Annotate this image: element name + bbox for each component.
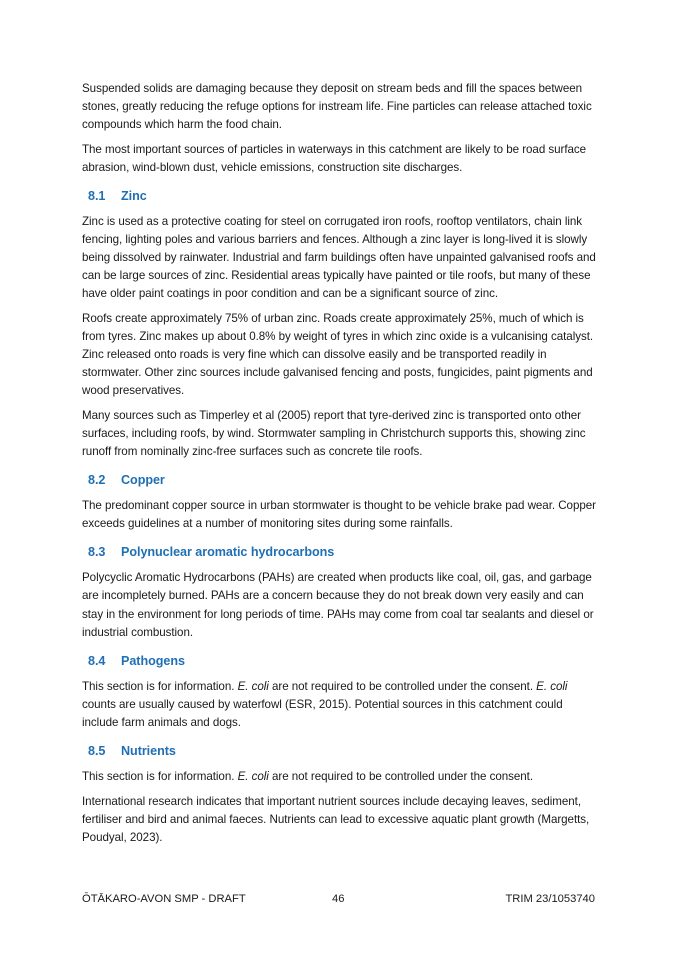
section-heading-copper bbox=[88, 471, 597, 489]
zinc-paragraph-1: Zinc is used as a protective coating for steel on corrugated iron roofs, rooftop ventilators, chain link fencing, lighting poles and various barriers and fences. Although a zinc layer is long-lived it is slowly being dissolved by rainwater. Industrial and farm buildings often have unpainted galvanised roofs and can be large sources of zinc. Residential areas typically have painted or tile roofs, but many of these have older paint coatings in poor condition and can be a significant source of zinc. bbox=[82, 214, 596, 301]
italic-term: E. coli bbox=[237, 770, 269, 784]
section-heading-zinc bbox=[88, 187, 597, 205]
copper-paragraph-1: The predominant copper source in urban stormwater is thought to be vehicle brake pad wear. Copper exceeds guidelines at a number of monitoring sites during some rainfalls. bbox=[82, 499, 596, 531]
pathogens-paragraph-1 bbox=[82, 678, 597, 732]
intro-paragraph-2: The most important sources of particles in waterways in this catchment are likely to be road surface abrasion, wind-blown dust, vehicle emissions, construction site discharges. bbox=[82, 142, 587, 174]
footer-page-number: 46 bbox=[332, 893, 345, 905]
intro-paragraph-1: Suspended solids are damaging because they deposit on stream beds and fill the spaces between stones, greatly reducing the refuge options for instream life. Fine particles can release attached toxic compounds which harm the food chain. bbox=[82, 82, 592, 132]
section-number: 8.2 bbox=[88, 473, 106, 488]
zinc-paragraph-2: Roofs create approximately 75% of urban zinc. Roads create approximately 25%, much of which is from tyres. Zinc makes up about 0.8% by weight of tyres in which zinc oxide is a vulcanising catalyst. Zinc released onto roads is very fine which can dissolve easily and be transported readily in stormwater. Other zinc sources include galvanised fencing and posts, fungicides, paint pigments and wood preservatives. bbox=[82, 311, 594, 398]
zinc-paragraph-3: Many sources such as Timperley et al (2005) report that tyre-derived zinc is transported onto other surfaces, including roofs, by wind. Stormwater sampling in Christchurch supports this, showing zinc runoff from nominally zinc-free surfaces such as concrete tile roofs. bbox=[82, 408, 586, 459]
pah-paragraph-1: Polycyclic Aromatic Hydrocarbons (PAHs) are created when products like coal, oil, gas, and garbage are incompletely burned. PAHs are a concern because they do not break down very easily and can stay in the environment for long periods of time. PAHs may come from coal tar sealants and diesel or industrial combustion. bbox=[82, 571, 594, 639]
section-number: 8.1 bbox=[88, 188, 106, 203]
footer-trim-reference: TRIM 23/1053740 bbox=[505, 893, 595, 905]
text-run: are not required to be controlled under the consent. bbox=[268, 770, 533, 784]
section-number: 8.3 bbox=[88, 545, 106, 560]
section-title: Zinc bbox=[121, 188, 147, 203]
section-heading-pah bbox=[88, 543, 597, 561]
section-title: Pathogens bbox=[121, 653, 185, 668]
nutrients-paragraph-1 bbox=[82, 768, 597, 786]
text-run: counts are usually caused by waterfowl (ESR, 2015). Potential sources in this catchment could include farm animals and dogs. bbox=[82, 697, 563, 729]
italic-term: E. coli bbox=[237, 679, 269, 693]
section-number: 8.4 bbox=[88, 653, 106, 668]
italic-term: E. coli bbox=[536, 679, 568, 693]
section-title: Polynuclear aromatic hydrocarbons bbox=[121, 545, 335, 560]
section-title: Nutrients bbox=[121, 744, 176, 759]
section-heading-nutrients bbox=[88, 742, 597, 760]
text-run: This section is for information. bbox=[82, 770, 238, 784]
section-number: 8.5 bbox=[88, 744, 106, 759]
text-run: This section is for information. bbox=[82, 679, 238, 693]
section-title: Copper bbox=[121, 473, 165, 488]
nutrients-paragraph-2: International research indicates that important nutrient sources include decaying leaves, sediment, fertiliser and bird and animal faeces. Nutrients can lead to excessive aquatic plant growth (Margetts, Poudyal, 2023). bbox=[82, 794, 590, 844]
page-content bbox=[82, 80, 597, 853]
text-run: are not required to be controlled under the consent. bbox=[268, 679, 537, 693]
footer-document-title: ŌTĀKARO-AVON SMP - DRAFT bbox=[82, 893, 246, 905]
section-heading-pathogens bbox=[88, 652, 597, 670]
